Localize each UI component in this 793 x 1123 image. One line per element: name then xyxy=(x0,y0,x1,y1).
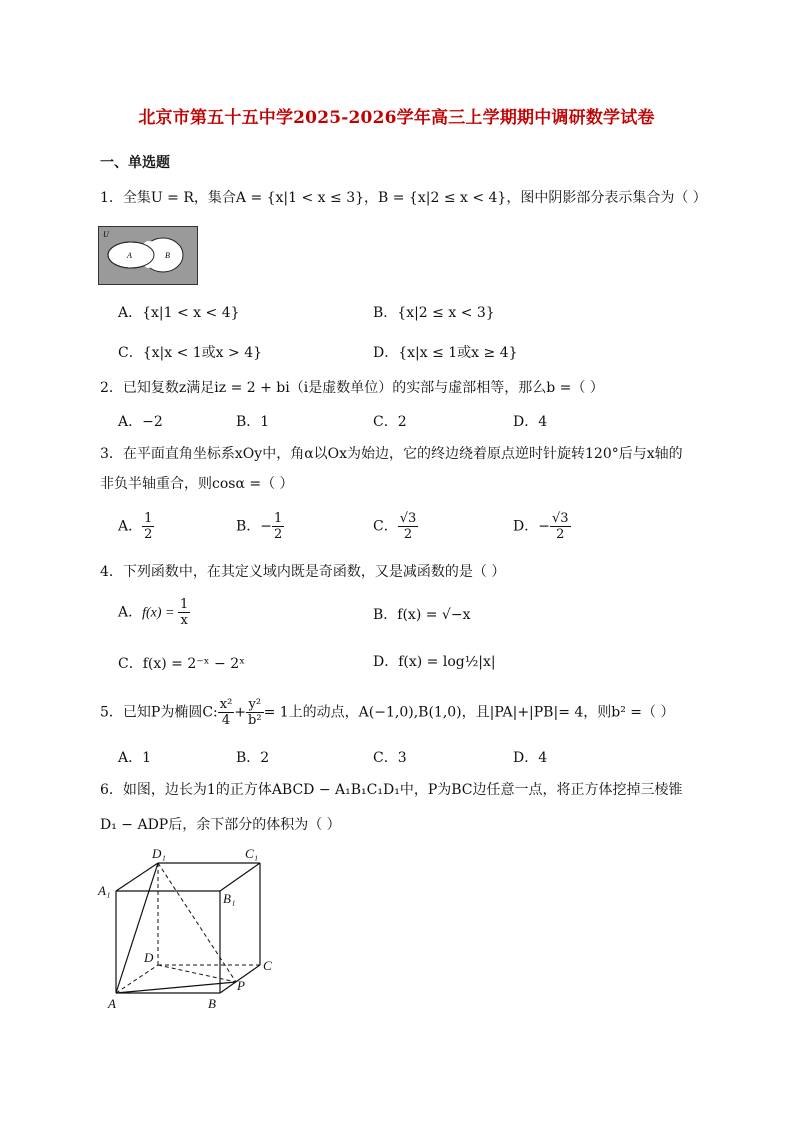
venn-label-a: A xyxy=(127,251,132,260)
q5-frac2-num: y² xyxy=(246,697,264,713)
q2-option-b: B．1 xyxy=(236,414,270,430)
edge-a1d1 xyxy=(116,863,158,891)
q4-option-b: B．f(x) = √−x xyxy=(373,607,471,623)
q3-option-c-numerator: √3 xyxy=(399,511,417,526)
venn-diagram xyxy=(98,226,198,285)
q3-option-b-numerator: 1 xyxy=(274,511,283,526)
label-b: B xyxy=(208,996,216,1011)
q5-frac2-den: b² xyxy=(248,713,262,728)
q1-option-a: A．{x|1 < x < 4} xyxy=(118,305,240,321)
venn-label-u: U xyxy=(103,230,109,239)
q4-option-a-denominator: x xyxy=(180,613,188,628)
question-1-text: 1．全集U = R，集合A = {x|1 < x ≤ 3}，B = {x|2 ≤ x < 4}，图中阴影部分表示集合为（ ） xyxy=(100,190,707,206)
q2-option-d: D．4 xyxy=(513,414,548,430)
label-p: P xyxy=(237,978,245,993)
q5-option-d: D．4 xyxy=(513,750,548,766)
q5-plus: + xyxy=(234,704,247,721)
q5-option-a: A．1 xyxy=(118,750,152,766)
q3-option-d-denominator: 2 xyxy=(556,527,565,542)
edge-d1a xyxy=(116,863,158,993)
label-d: D xyxy=(144,950,154,965)
q3-option-a xyxy=(118,511,154,542)
question-6-line-1: 6．如图，边长为1的正方体ABCD − A₁B₁C₁D₁中，P为BC边任意一点，将正方体挖掉三棱锥 xyxy=(100,782,683,798)
question-2-text: 2．已知复数z满足iz = 2 + bi（i是虚数单位）的实部与虚部相等，那么b =（ ） xyxy=(100,380,604,396)
cube-diagram xyxy=(90,840,290,1015)
q5-post: = 1上的动点，A(−1,0),B(1,0)，且|PA|+|PB|= 4，则b² =（ ） xyxy=(263,704,675,721)
q4-option-a-numerator: 1 xyxy=(180,597,189,612)
venn-label-b: B xyxy=(165,251,170,260)
edge-ap xyxy=(116,982,236,993)
q4-option-a xyxy=(118,597,190,628)
q3-option-c xyxy=(373,511,418,542)
q3-option-b xyxy=(236,511,284,542)
q3-option-d xyxy=(513,511,571,542)
q1-option-b: B．{x|2 ≤ x < 3} xyxy=(373,305,495,321)
q4-option-a-lhs: f(x) = xyxy=(142,605,178,621)
question-6-line-2: D₁ − ADP后，余下部分的体积为（ ） xyxy=(100,817,341,833)
q3-option-a-numerator: 1 xyxy=(144,511,153,526)
q3-option-c-denominator: 2 xyxy=(403,527,413,542)
q3-option-c-label: C． xyxy=(373,518,398,535)
question-5-text xyxy=(100,697,674,728)
label-c: C xyxy=(263,958,272,973)
q1-option-d: D．{x|x ≤ 1或x ≥ 4} xyxy=(373,345,518,361)
label-b1: B₁ xyxy=(223,891,236,906)
q3-option-d-label: D．− xyxy=(513,518,550,535)
edge-dp-hidden xyxy=(158,965,236,982)
q5-frac1-num: x² xyxy=(219,697,233,712)
q5-pre: 5．已知P为椭圆C: xyxy=(100,704,218,721)
edge-d1p-hidden xyxy=(158,863,236,982)
section-heading: 一、单选题 xyxy=(100,155,170,171)
q3-option-b-label: B．− xyxy=(236,518,273,535)
q3-option-a-denominator: 2 xyxy=(144,527,153,542)
question-4-text: 4．下列函数中，在其定义域内既是奇函数，又是减函数的是（ ） xyxy=(100,564,506,580)
q5-frac1-den: 4 xyxy=(221,713,231,728)
q3-option-b-denominator: 2 xyxy=(274,527,283,542)
page-title: 北京市第五十五中学2025-2026学年高三上学期期中调研数学试卷 xyxy=(138,108,655,128)
q3-option-d-numerator: √3 xyxy=(551,511,569,526)
edge-ad-hidden xyxy=(116,965,158,993)
label-a1: A₁ xyxy=(98,883,111,898)
question-3-line-2: 非负半轴重合，则cosα =（ ） xyxy=(100,476,294,492)
q5-option-c: C．3 xyxy=(373,750,407,766)
q3-option-a-label: A． xyxy=(118,518,143,535)
q2-option-c: C．2 xyxy=(373,414,407,430)
q4-option-a-label: A． xyxy=(118,604,143,621)
q4-option-c: C．f(x) = 2⁻ˣ − 2ˣ xyxy=(118,656,246,672)
label-a: A xyxy=(108,996,116,1011)
q4-option-d: D．f(x) = log½|x| xyxy=(373,654,496,670)
label-d1: D₁ xyxy=(152,846,166,861)
edge-b1c1 xyxy=(220,863,260,891)
venn-diagram-svg xyxy=(99,227,197,284)
q5-option-b: B．2 xyxy=(236,750,270,766)
q2-option-a: A．−2 xyxy=(118,414,163,430)
question-3-line-1: 3．在平面直角坐标系xOy中，角α以Ox为始边，它的终边绕着原点逆时针旋转120°后与x轴的 xyxy=(100,446,683,462)
label-c1: C₁ xyxy=(245,846,259,861)
q1-option-c: C．{x|x < 1或x > 4} xyxy=(118,345,263,361)
